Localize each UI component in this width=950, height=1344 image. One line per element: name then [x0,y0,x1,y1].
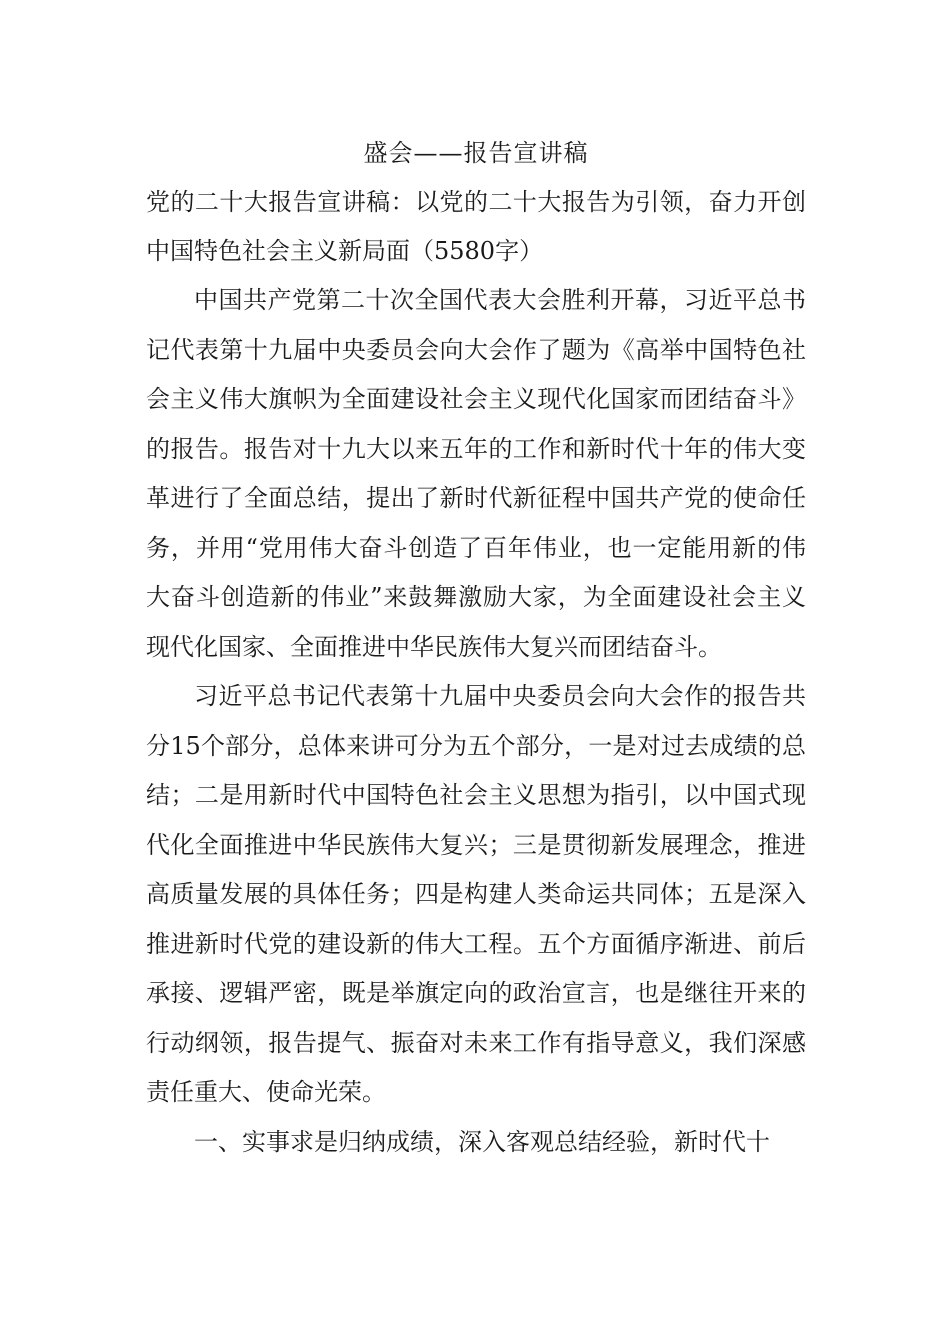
document-title: 盛会——报告宣讲稿 [363,139,589,167]
paragraph-report-structure: 习近平总书记代表第十九届中央委员会向大会作的报告共分15个部分，总体来讲可分为五个部分，一是对过去成绩的总结；二是用新时代中国特色社会主义思想为指引，以中国式现代化全面推进中华民族伟大复兴；三是贯彻新发展理念，推进高质量发展的具体任务；四是构建人类命运共同体；五是深入推进新时代党的建设新的伟大工程。五个方面循序渐进、前后承接、逻辑严密，既是举旗定向的政治宣言，也是继往开来的行动纲领，报告提气、振奋对未来工作有指导意义，我们深感责任重大、使命光荣。 [146,682,806,1106]
document-page [146,128,806,1167]
paragraph-intro: 中国共产党第二十次全国代表大会胜利开幕，习近平总书记代表第十九届中央委员会向大会作了题为《高举中国特色社会主义伟大旗帜为全面建设社会主义现代化国家而团结奋斗》的报告。报告对十九大以来五年的工作和新时代十年的伟大变革进行了全面总结，提出了新时代新征程中国共产党的使命任务，并用“党用伟大奋斗创造了百年伟业，也一定能用新的伟大奋斗创造新的伟业”来鼓舞激励大家，为全面建设社会主义现代化国家、全面推进中华民族伟大复兴而团结奋斗。 [146,286,806,661]
paragraph-section-one: 一、实事求是归纳成绩，深入客观总结经验，新时代十 [194,1127,770,1156]
document-heading: 党的二十大报告宣讲稿：以党的二十大报告为引领，奋力开创中国特色社会主义新局面（5580字） [146,188,806,265]
